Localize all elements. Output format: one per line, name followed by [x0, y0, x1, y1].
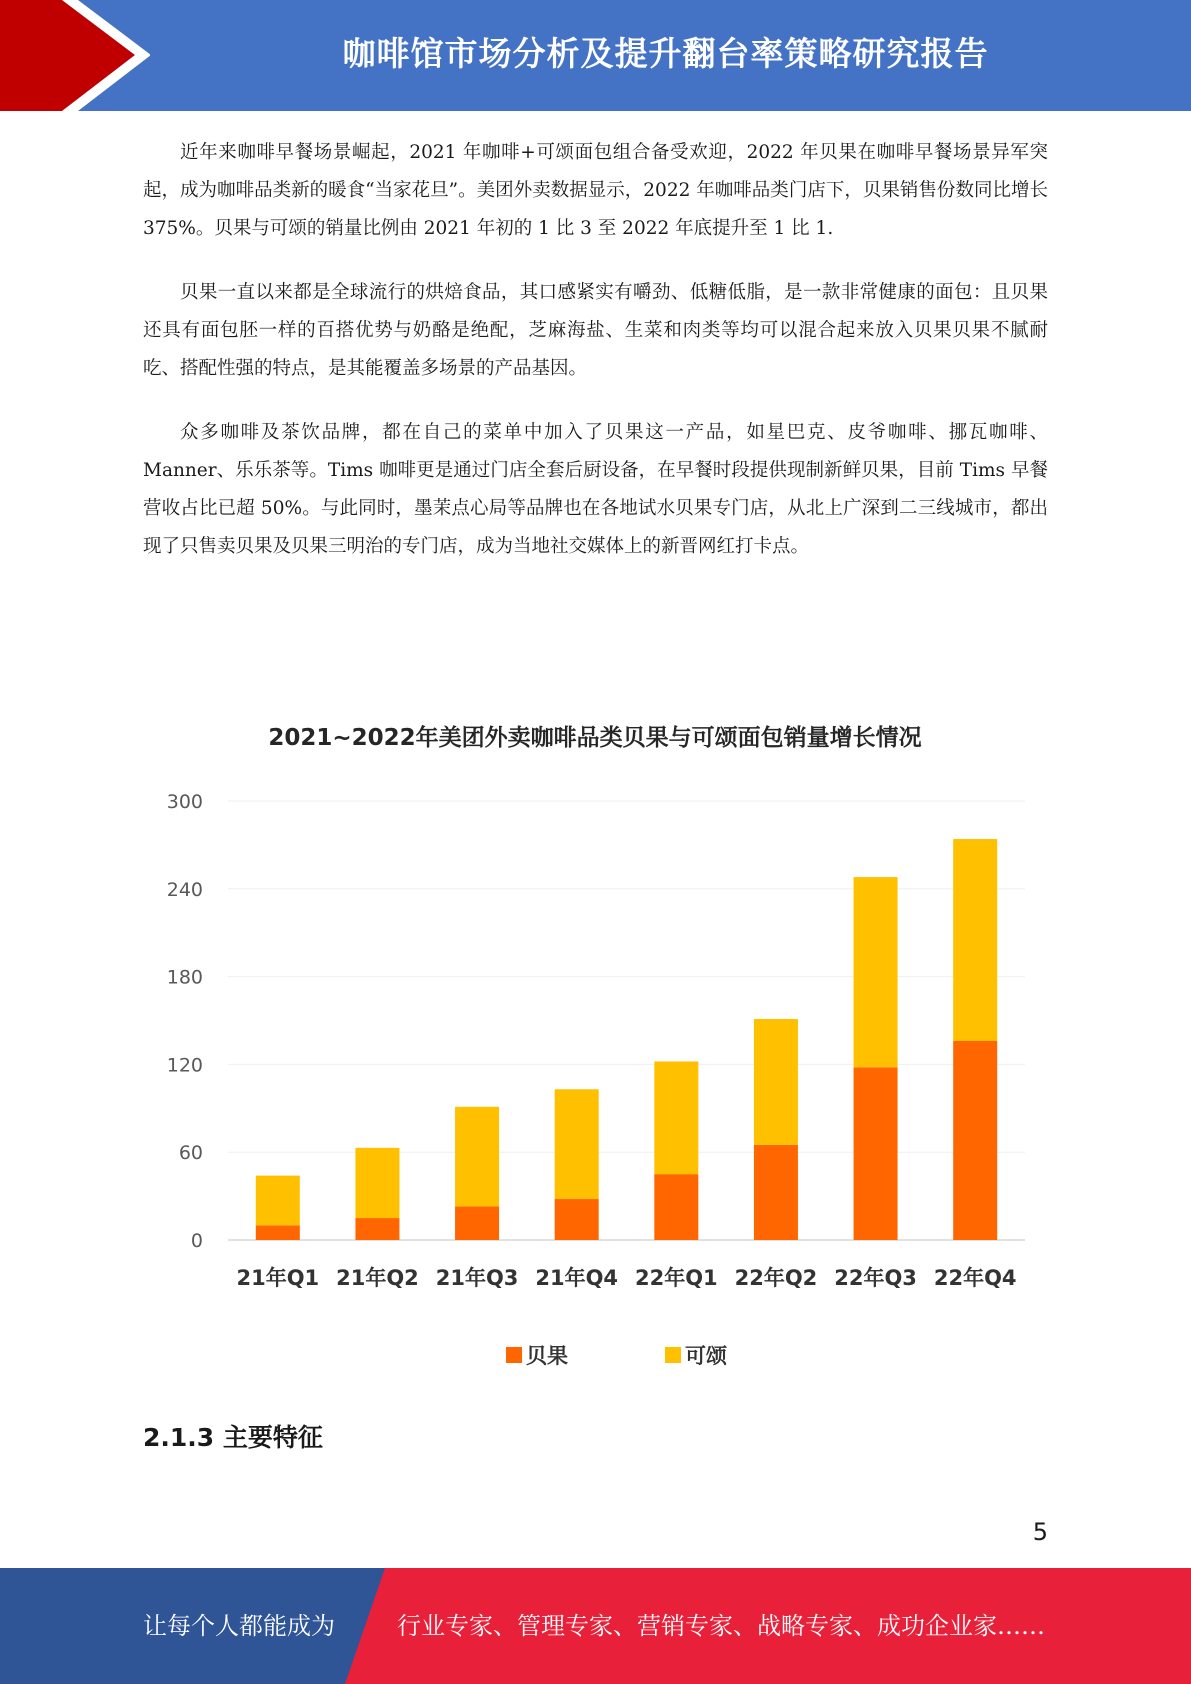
- bar-segment: [256, 1225, 300, 1240]
- x-tick-label: 22年Q3: [834, 1266, 917, 1290]
- bar-segment: [455, 1107, 499, 1207]
- y-tick-label: 60: [178, 1142, 203, 1165]
- legend-label: 可颂: [685, 1344, 727, 1368]
- bar-segment: [854, 1067, 898, 1240]
- y-tick-label: 180: [166, 966, 203, 989]
- x-tick-label: 22年Q4: [933, 1266, 1017, 1290]
- header-band: [0, 0, 1191, 111]
- report-title: 咖啡馆市场分析及提升翻台率策略研究报告: [342, 34, 989, 73]
- bar-segment: [854, 877, 898, 1067]
- y-tick-label: 240: [166, 878, 203, 901]
- x-tick-label: 21年Q2: [336, 1266, 419, 1290]
- page-number: 5: [1032, 1518, 1048, 1546]
- legend-swatch: [665, 1347, 681, 1363]
- x-tick-label: 21年Q1: [236, 1266, 320, 1290]
- body-text: [143, 134, 1048, 592]
- bar-segment: [953, 1041, 997, 1240]
- chart-svg: [143, 700, 1048, 1380]
- chart-title: 2021~2022年美团外卖咖啡品类贝果与可颂面包销量增长情况: [268, 725, 922, 751]
- bar-segment: [355, 1148, 399, 1218]
- bar-segment: [555, 1199, 599, 1240]
- legend-swatch: [506, 1347, 522, 1363]
- x-tick-label: 21年Q3: [435, 1266, 519, 1290]
- header-arrow-decoration: [0, 0, 150, 111]
- bar-segment: [953, 839, 997, 1041]
- sales-chart: [143, 700, 1048, 1380]
- bar-segment: [754, 1019, 798, 1145]
- paragraph-2: 贝果一直以来都是全球流行的烘焙食品，其口感紧实有嚼劲、低糖低脂，是一款非常健康的面包：且贝果还具有面包胚一样的百搭优势与奶酪是绝配，芝麻海盐、生菜和肉类等均可以混合起来放入贝果贝果不腻耐吃、搭配性强的特点，是其能覆盖多场景的产品基因。: [143, 282, 1048, 379]
- bar-segment: [256, 1176, 300, 1226]
- legend-label: 贝果: [526, 1344, 568, 1368]
- x-tick-label: 22年Q1: [634, 1266, 718, 1290]
- footer-slogan-right: 行业专家、管理专家、营销专家、战略专家、成功企业家……: [397, 1612, 1045, 1640]
- bar-segment: [654, 1174, 698, 1240]
- bar-segment: [355, 1218, 399, 1240]
- paragraph-3: 众多咖啡及茶饮品牌，都在自己的菜单中加入了贝果这一产品，如星巴克、皮爷咖啡、挪瓦咖啡、Manner、乐乐茶等。Tims 咖啡更是通过门店全套后厨设备，在早餐时段提供现制新鲜贝果，目前 Tims 早餐营收占比已超 50%。与此同时，墨茉点心局等品牌也在各地试水贝果专门店，从北上广深到二三线城市，都出现了只售卖贝果及贝果三明治的专门店，成为当地社交媒体上的新晋网红打卡点。: [143, 422, 1048, 557]
- footer-slogan-left: 让每个人都能成为: [143, 1612, 335, 1640]
- y-tick-label: 0: [190, 1230, 203, 1252]
- x-tick-label: 22年Q2: [734, 1266, 818, 1290]
- bar-segment: [555, 1089, 599, 1199]
- paragraph-1: 近年来咖啡早餐场景崛起，2021 年咖啡+可颂面包组合备受欢迎，2022 年贝果在咖啡早餐场景异军突起，成为咖啡品类新的暖食“当家花旦”。美团外卖数据显示，2022 年咖啡品类门店下，贝果销售份数同比增长 375%。贝果与可颂的销量比例由 2021 年初的 1 比 3 至 2022 年底提升至 1 比 1.: [143, 142, 1048, 239]
- y-tick-label: 120: [166, 1054, 203, 1077]
- y-tick-label: 300: [166, 791, 203, 813]
- section-heading: 2.1.3 主要特征: [143, 1423, 323, 1452]
- bar-segment: [654, 1061, 698, 1174]
- bar-segment: [754, 1145, 798, 1240]
- x-tick-label: 21年Q4: [535, 1266, 619, 1290]
- bar-segment: [455, 1206, 499, 1240]
- footer-band: [0, 1568, 1191, 1684]
